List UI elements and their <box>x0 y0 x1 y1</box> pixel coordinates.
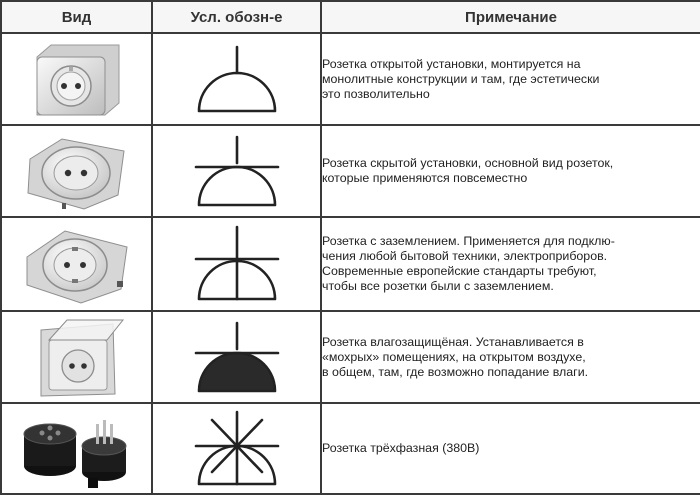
view-cell <box>1 125 152 217</box>
header-view: Вид <box>1 1 152 33</box>
note-line: Розетка трёхфазная (380В) <box>322 441 480 455</box>
socket-open-mount-symbol <box>192 39 282 119</box>
socket-three-phase-symbol <box>192 408 282 490</box>
note-line: которые применяются повсеместно <box>322 171 528 185</box>
note-line: это позволительно <box>322 86 430 101</box>
header-row <box>1 1 700 33</box>
surface-mounted-socket-photo <box>27 37 127 121</box>
socket-waterproof-symbol <box>192 317 282 397</box>
socket-grounded-symbol <box>192 223 282 305</box>
note-cell <box>321 33 700 125</box>
symbol-cell <box>152 33 321 125</box>
table-row <box>1 217 700 311</box>
note-cell <box>321 403 700 494</box>
symbol-cell <box>152 125 321 217</box>
socket-flush-mount-symbol <box>192 131 282 211</box>
grounded-socket-photo <box>21 221 133 307</box>
note-line: в общем, там, где возможно попадание влаги. <box>322 364 589 379</box>
note-cell <box>321 311 700 403</box>
symbol-cell <box>152 311 321 403</box>
table-row <box>1 125 700 217</box>
table-row <box>1 311 700 403</box>
header-symbol: Усл. обозн-е <box>152 1 321 33</box>
three-phase-socket-photo <box>16 406 138 492</box>
note-line: Современные европейские стандарты требуют, <box>322 264 597 278</box>
view-cell <box>1 403 152 494</box>
header-note: Примечание <box>321 1 700 33</box>
view-cell <box>1 217 152 311</box>
view-cell <box>1 33 152 125</box>
view-cell <box>1 311 152 403</box>
table-row <box>1 33 700 125</box>
symbol-cell <box>152 403 321 494</box>
note-line: монолитные конструкции и там, где эстетически <box>322 71 600 86</box>
flush-mounted-socket-photo <box>22 129 132 213</box>
note-cell <box>321 217 700 311</box>
note-line: Розетка открытой установки, монтируется на <box>322 56 581 71</box>
note-line: Розетка скрытой установки, основной вид розеток, <box>322 156 614 170</box>
note-cell <box>321 125 700 217</box>
note-line: чения любой бытовой техники, электроприборов. <box>322 249 608 263</box>
note-line: Розетка с заземлением. Применяется для подклю- <box>322 234 615 248</box>
waterproof-socket-photo <box>27 314 127 400</box>
note-line: Розетка влагозащищёная. Устанавливается в <box>322 334 584 349</box>
note-line: чтобы все розетки были с заземлением. <box>322 279 554 293</box>
symbol-cell <box>152 217 321 311</box>
note-line: «мохрых» помещениях, на открытом воздухе, <box>322 349 586 364</box>
table-row <box>1 403 700 494</box>
